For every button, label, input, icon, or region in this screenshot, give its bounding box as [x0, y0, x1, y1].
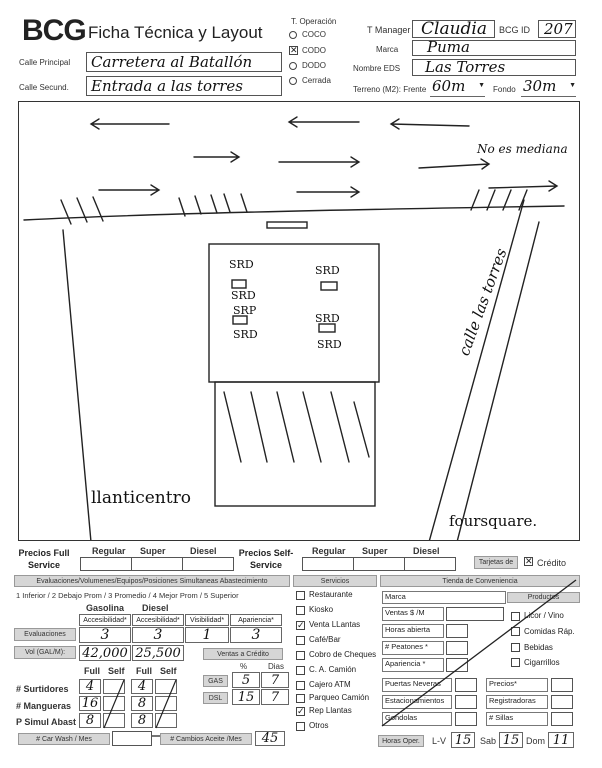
calle-secund-label: Calle Secund. [19, 83, 69, 92]
radio-coco[interactable] [289, 31, 297, 39]
credito-checkbox[interactable]: ✕ [525, 556, 533, 566]
store-ventas[interactable] [382, 607, 444, 621]
service-label-6: Cajero ATM [309, 680, 351, 689]
road-edge [24, 206, 564, 220]
manager-label: T Manager [367, 25, 411, 35]
building [215, 382, 375, 506]
pump-label-1: SRD [229, 258, 254, 271]
service-label-0: Restaurante [309, 590, 353, 599]
service-label-7: Parqueo Camión [309, 693, 370, 702]
traffic-arrows [91, 117, 557, 197]
marca-field[interactable] [412, 40, 576, 56]
vol-gasolina[interactable]: 42,000 [79, 645, 131, 661]
simul-full-2[interactable]: 8 [131, 713, 153, 728]
bcg-id-field[interactable] [538, 20, 576, 38]
col-accesibilidad-dsl: Accesibilidad* [132, 614, 184, 626]
self-label-1: Self [108, 666, 125, 676]
store-precios[interactable] [486, 678, 548, 692]
simul-full[interactable]: 8 [79, 713, 101, 728]
fondo-dropdown-icon[interactable]: ▼ [569, 82, 576, 89]
product-checkbox-0[interactable] [511, 612, 520, 621]
store-gondolas-value[interactable] [455, 712, 477, 726]
surtidores-full[interactable]: 4 [79, 679, 101, 694]
gas-label: GAS [203, 675, 228, 687]
service-checkbox-3[interactable] [296, 636, 305, 645]
service-checkbox-7[interactable] [296, 694, 305, 703]
store-peatones-value[interactable] [446, 641, 468, 655]
surtidores-full-2[interactable]: 4 [131, 679, 153, 694]
simul-self[interactable] [103, 713, 125, 728]
radio-codo-label: CODO [302, 46, 326, 55]
store-peatones[interactable] [382, 641, 444, 655]
store-estacionamientos[interactable] [382, 695, 452, 709]
simul-self-2[interactable] [155, 713, 177, 728]
ventas-credito-label: Ventas a Crédito [203, 648, 283, 660]
street-side-label: calle las torres [455, 246, 511, 359]
eval-accesibilidad-gas[interactable]: 3 [79, 627, 131, 643]
fondo-label: Fondo [493, 85, 516, 94]
cambios-label: # Cambios Aceite /Mes [160, 733, 252, 745]
product-label-2: Bebidas [524, 643, 553, 652]
pump-label-7: SRD [317, 338, 342, 351]
operation-type-label: T. Operación [291, 17, 337, 26]
mangueras-label: # Mangueras [16, 701, 72, 711]
prices-full-label: Precios Full Service [18, 548, 70, 570]
calle-secund-field[interactable] [86, 76, 282, 96]
marca-value: Puma [427, 38, 470, 56]
store-marca-label: Marca [385, 592, 406, 601]
sab-label: Sab [480, 736, 497, 746]
frente-value: 60m [432, 77, 466, 95]
radio-cerrada-label: Cerrada [302, 76, 331, 85]
credito-label: Crédito [537, 558, 567, 568]
pump-label-2: SRD [231, 289, 256, 302]
manager-value: Claudia [421, 19, 487, 39]
full-label-1: Full [84, 666, 100, 676]
service-checkbox-9[interactable] [296, 722, 305, 731]
service-checkbox-5[interactable] [296, 666, 305, 675]
store-horas-value[interactable] [446, 624, 468, 638]
product-checkbox-1[interactable] [511, 627, 520, 636]
price-full-regular[interactable] [80, 557, 132, 571]
price-full-super[interactable] [131, 557, 183, 571]
store-horas[interactable] [382, 624, 444, 638]
eval-apariencia[interactable]: 3 [230, 627, 282, 643]
mangueras-full[interactable]: 16 [79, 696, 101, 711]
bcg-id-value: 207 [544, 20, 573, 38]
full-label-2: Full [136, 666, 152, 676]
neighbor-left-label: llanticentro [91, 488, 191, 508]
service-label-5: C. A. Camión [309, 665, 357, 674]
price-col-regular-self: Regular [312, 546, 346, 556]
dsl-dias[interactable]: 7 [261, 689, 289, 705]
service-label-3: Café/Bar [309, 635, 341, 644]
service-label-9: Otros [309, 721, 329, 730]
store-ventas-label: Ventas $ /M [385, 608, 425, 617]
services-section-title: Servicios [293, 575, 377, 587]
service-label-2: Venta LLantas [309, 620, 361, 629]
price-col-regular-full: Regular [92, 546, 126, 556]
layout-sketch-area [18, 101, 580, 541]
pump-4 [319, 324, 335, 332]
diesel-label: Diesel [142, 603, 169, 613]
pump-label-4: SRP [233, 304, 257, 317]
cambios-field[interactable]: 45 [255, 731, 285, 746]
terreno-label: Terreno (M2): Frente [353, 85, 427, 94]
tarjetas-label: Tarjetas de [474, 556, 518, 569]
evaluation-scale: 1 Inferior / 2 Debajo Prom / 3 Promedio / 4 Mejor Prom / 5 Superior [16, 591, 239, 600]
store-puertas-value[interactable] [455, 678, 477, 692]
col-visibilidad: Visibilidad* [185, 614, 229, 626]
service-checkbox-8[interactable]: ✓ [297, 706, 305, 716]
store-sillas-value[interactable] [551, 712, 573, 726]
store-marca[interactable] [382, 591, 506, 604]
dsl-label: DSL [203, 692, 228, 704]
store-estacionamientos-label: Estacionamientos [385, 696, 445, 705]
product-checkbox-3[interactable] [511, 658, 520, 667]
nombre-eds-label: Nombre EDS [353, 64, 401, 73]
store-puertas-label: Puertas Neveras [385, 679, 441, 688]
store-puertas[interactable] [382, 678, 452, 692]
store-horas-label: Horas abierta [385, 625, 431, 634]
store-sillas[interactable] [486, 712, 548, 726]
dsl-pct[interactable]: 15 [232, 689, 260, 705]
note-median: No es mediana [477, 142, 568, 156]
lv-label: L-V [432, 736, 447, 746]
logo: BCG [22, 14, 86, 47]
pump-3 [233, 316, 247, 324]
horas-oper-label: Horas Oper. [378, 735, 424, 747]
prices-self-label: Precios Self-Service [238, 548, 294, 570]
service-checkbox-1[interactable] [296, 606, 305, 615]
price-self-regular[interactable] [302, 557, 354, 571]
store-precios-label: Precios* [489, 679, 517, 688]
road-hatches [61, 190, 527, 224]
dom-value[interactable]: 11 [548, 732, 574, 748]
price-full-diesel[interactable] [182, 557, 234, 571]
product-label-0: Licor / Vino [524, 611, 564, 620]
fondo-field[interactable] [521, 77, 576, 97]
store-apariencia[interactable] [382, 658, 444, 672]
service-label-1: Kiosko [309, 605, 334, 614]
store-registradoras[interactable] [486, 695, 548, 709]
nombre-eds-field[interactable] [412, 59, 576, 76]
fondo-value: 30m [523, 77, 557, 95]
gas-dias[interactable]: 7 [261, 672, 289, 688]
col-accesibilidad-gas: Accesibilidad* [79, 614, 131, 626]
pump-label-5: SRD [233, 328, 258, 341]
product-label-3: Cigarrillos [524, 658, 560, 667]
product-label-1: Comidas Ráp. [524, 627, 575, 636]
neighbor-right-label: foursquare. [449, 512, 538, 530]
radio-coco-label: COCO [302, 30, 326, 39]
store-peatones-label: # Peatones * [385, 642, 428, 651]
price-col-super-full: Super [140, 546, 166, 556]
evaluaciones-label: Evaluaciones [14, 628, 76, 641]
sab-value[interactable]: 15 [499, 732, 523, 748]
dom-label: Dom [526, 736, 546, 746]
price-col-diesel-full: Diesel [190, 546, 217, 556]
lv-value[interactable]: 15 [451, 732, 475, 748]
pump-label-6: SRD [315, 312, 340, 325]
col-apariencia: Apariencia* [230, 614, 282, 626]
radio-dodo-label: DODO [302, 61, 326, 70]
store-section-title: Tienda de Conveniencia [380, 575, 580, 587]
surtidores-self[interactable] [103, 679, 125, 694]
store-registradoras-label: Registradoras [489, 696, 536, 705]
eval-accesibilidad-dsl[interactable]: 3 [132, 627, 184, 643]
radio-codo[interactable]: ✕ [290, 45, 298, 55]
bcg-id-label: BCG ID [499, 25, 531, 35]
frente-field[interactable] [430, 77, 485, 97]
calle-principal-field[interactable] [86, 52, 282, 72]
service-checkbox-4[interactable] [296, 651, 305, 660]
store-sillas-label: # Sillas [489, 713, 514, 722]
pump-2 [321, 282, 337, 290]
pump-1 [232, 280, 246, 288]
layout-sketch [19, 102, 579, 540]
surtidores-label: # Surtidores [16, 684, 69, 694]
lot-line-left [63, 230, 91, 540]
surtidores-self-2[interactable] [155, 679, 177, 694]
service-checkbox-2[interactable]: ✓ [297, 620, 305, 630]
carwash-label: # Car Wash / Mes [18, 733, 110, 745]
price-col-super-self: Super [362, 546, 388, 556]
radio-dodo[interactable] [289, 62, 297, 70]
price-self-super[interactable] [353, 557, 405, 571]
service-checkbox-0[interactable] [296, 591, 305, 600]
carwash-field[interactable] [112, 731, 152, 746]
nombre-eds-value: Las Torres [425, 58, 506, 76]
mangueras-self[interactable] [103, 696, 125, 711]
building-hatches [224, 392, 369, 462]
manager-field[interactable] [412, 20, 495, 38]
store-registradoras-value[interactable] [551, 695, 573, 709]
store-ventas-value[interactable] [446, 607, 504, 621]
sign-bar [267, 222, 307, 228]
vol-diesel[interactable]: 25,500 [132, 645, 184, 661]
service-label-8: Rep Llantas [309, 706, 352, 715]
store-precios-value[interactable] [551, 678, 573, 692]
evaluations-section-title: Evaluaciones/Volumenes/Equipos/Posiciones Simultaneas Abastecimiento [14, 575, 290, 587]
eval-visibilidad[interactable]: 1 [185, 627, 229, 643]
mangueras-self-2[interactable] [155, 696, 177, 711]
gas-pct[interactable]: 5 [232, 672, 260, 688]
service-checkbox-6[interactable] [296, 681, 305, 690]
product-checkbox-2[interactable] [511, 643, 520, 652]
mangueras-full-2[interactable]: 8 [131, 696, 153, 711]
service-label-4: Cobro de Cheques [309, 650, 377, 659]
price-self-diesel[interactable] [404, 557, 456, 571]
gasolina-label: Gasolina [86, 603, 125, 613]
marca-label: Marca [376, 45, 399, 54]
calle-principal-label: Calle Principal [19, 58, 71, 67]
frente-dropdown-icon[interactable]: ▼ [478, 82, 485, 89]
pct-label: % [240, 662, 248, 671]
productos-label: Productos [507, 592, 580, 603]
store-apariencia-value[interactable] [446, 658, 468, 672]
store-apariencia-label: Apariencia * [385, 659, 426, 668]
calle-principal-value: Carretera al Batallón [91, 53, 253, 71]
price-col-diesel-self: Diesel [413, 546, 440, 556]
self-label-2: Self [160, 666, 177, 676]
dias-label: Dias [268, 662, 285, 671]
vol-label: Vol (GAL/M): [14, 646, 76, 659]
radio-cerrada[interactable] [289, 77, 297, 85]
store-gondolas-label: Gondolas [385, 713, 418, 722]
simul-label: P Simul Abast [16, 717, 77, 727]
pump-label-3: SRD [315, 264, 340, 277]
store-estacionamientos-value[interactable] [455, 695, 477, 709]
form-title: Ficha Técnica y Layout [88, 23, 263, 42]
store-gondolas[interactable] [382, 712, 452, 726]
calle-secund-value: Entrada a las torres [91, 77, 243, 95]
